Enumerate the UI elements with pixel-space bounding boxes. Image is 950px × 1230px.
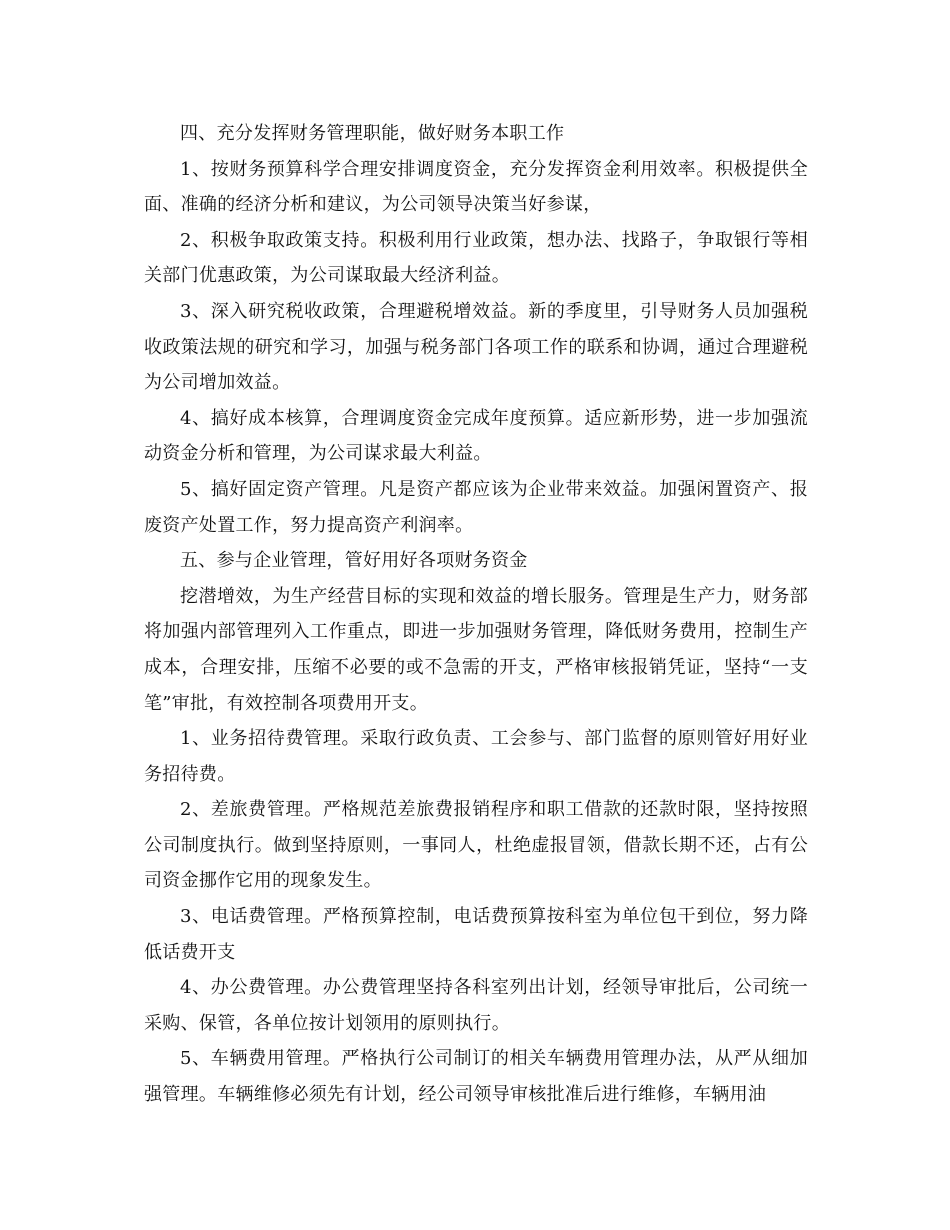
- paragraph-phone-expenses: 3、电话费管理。严格预算控制，电话费预算按科室为单位包干到位，努力降低话费开支: [144, 906, 808, 963]
- paragraph-cost-accounting: 4、搞好成本核算，合理调度资金完成年度预算。适应新形势，进一步加强流动资金分析和管理，为公司谋求最大利益。: [144, 407, 808, 465]
- paragraph-tax-policy: 3、深入研究税收政策，合理避税增效益。新的季度里，引导财务人员加强税收政策法规的研究和学习，加强与税务部门各项工作的联系和协调，通过合理避税为公司增加效益。: [144, 300, 808, 394]
- paragraph-policy-support: 2、积极争取政策支持。积极利用行业政策，想办法、找路子，争取银行等相关部门优惠政策，为公司谋取最大经济利益。: [144, 229, 808, 287]
- section-heading-5: 五、参与企业管理，管好用好各项财务资金: [180, 550, 528, 572]
- paragraph-vehicle-expenses: 5、车辆费用管理。严格执行公司制订的相关车辆费用管理办法，从严从细加强管理。车辆维修必须先有计划，经公司领导审核批准后进行维修，车辆用油: [144, 1048, 808, 1106]
- document-body: [144, 116, 808, 1113]
- paragraph-fixed-assets: 5、搞好固定资产管理。凡是资产都应该为企业带来效益。加强闲置资产、报废资产处置工作，努力提高资产利润率。: [144, 478, 808, 536]
- paragraph-cost-savings: 挖潜增效，为生产经营目标的实现和效益的增长服务。管理是生产力，财务部将加强内部管理列入工作重点，即进一步加强财务管理，降低财务费用，控制生产成本，合理安排，压缩不必要的或不急需的开支，严格审核报销凭证，坚持“一支笔”审批，有效控制各项费用开支。: [144, 585, 808, 714]
- paragraph-office-expenses: 4、办公费管理。办公费管理坚持各科室列出计划，经领导审批后，公司统一采购、保管，各单位按计划领用的原则执行。: [144, 977, 808, 1034]
- paragraph-travel-expenses: 2、差旅费管理。严格规范差旅费报销程序和职工借款的还款时限，坚持按照公司制度执行。做到坚持原则，一事同人，杜绝虚报冒领，借款长期不还，占有公司资金挪作它用的现象发生。: [144, 799, 808, 892]
- paragraph-entertainment-expenses: 1、业务招待费管理。采取行政负责、工会参与、部门监督的原则管好用好业务招待费。: [144, 728, 808, 785]
- section-heading-4: 四、充分发挥财务管理职能，做好财务本职工作: [180, 123, 565, 144]
- paragraph-budget-funds: 1、按财务预算科学合理安排调度资金，充分发挥资金利用效率。积极提供全面、准确的经济分析和建议，为公司领导决策当好参谋，: [144, 158, 808, 216]
